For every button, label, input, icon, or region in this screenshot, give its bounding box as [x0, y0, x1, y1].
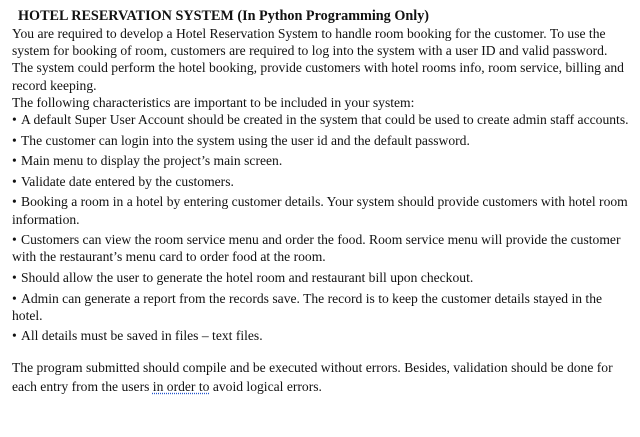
intro-paragraph: You are required to develop a Hotel Reservation System to handle room booking for the customer. To use the system for booking of room, customers are required to log into the system with a user ID and valid password. The system could perform the hotel booking, provide customers with hotel rooms info, room service, billing and record keeping. — [12, 26, 624, 93]
bullet-icon: • — [12, 269, 17, 285]
marked-phrase: in order to — [152, 379, 210, 395]
closing-text-start: The program submitted should compile and be executed without errors. Besides, validation should be done for each entry from the users — [12, 359, 613, 395]
list-item-text: Admin can generate a report from the records save. The record is to keep the customer details stayed in the hotel. — [12, 290, 603, 323]
bullet-icon: • — [12, 232, 17, 248]
bullet-icon: • — [12, 173, 17, 189]
list-item — [12, 193, 630, 227]
list-item — [12, 269, 630, 286]
list-item — [12, 327, 630, 344]
list-item — [12, 173, 630, 190]
bullet-icon: • — [12, 290, 17, 306]
list-item — [12, 290, 630, 324]
list-item — [12, 231, 630, 265]
list-item-text: All details must be saved in files – text files. — [21, 328, 263, 344]
list-item-text: The customer can login into the system using the user id and the default password. — [21, 132, 470, 148]
bullet-icon: • — [12, 153, 17, 169]
bullet-icon: • — [12, 328, 17, 344]
list-item-text: Customers can view the room service menu and order the food. Room service menu will provide the customer with the restaurant’s menu card to order food at the room. — [12, 232, 621, 265]
requirements-list — [12, 111, 630, 345]
list-item-text: Booking a room in a hotel by entering customer details. Your system should provide customers with hotel room information. — [12, 194, 628, 227]
closing-text-end: avoid logical errors. — [209, 379, 322, 395]
list-item — [12, 152, 630, 169]
list-item — [12, 111, 630, 128]
bullet-icon: • — [12, 112, 17, 128]
bullet-icon: • — [12, 194, 17, 210]
bullet-icon: • — [12, 132, 17, 148]
list-item-text: Validate date entered by the customers. — [21, 173, 234, 189]
list-item-text: A default Super User Account should be created in the system that could be used to create admin staff accounts. — [21, 112, 629, 128]
closing-paragraph — [12, 358, 630, 397]
list-item — [12, 132, 630, 149]
document-title: HOTEL RESERVATION SYSTEM (In Python Programming Only) — [18, 8, 430, 24]
list-item-text: Main menu to display the project’s main screen. — [21, 153, 283, 169]
list-item-text: Should allow the user to generate the hotel room and restaurant bill upon checkout. — [21, 269, 474, 285]
lead-in-text: The following characteristics are important to be included in your system: — [12, 94, 415, 110]
